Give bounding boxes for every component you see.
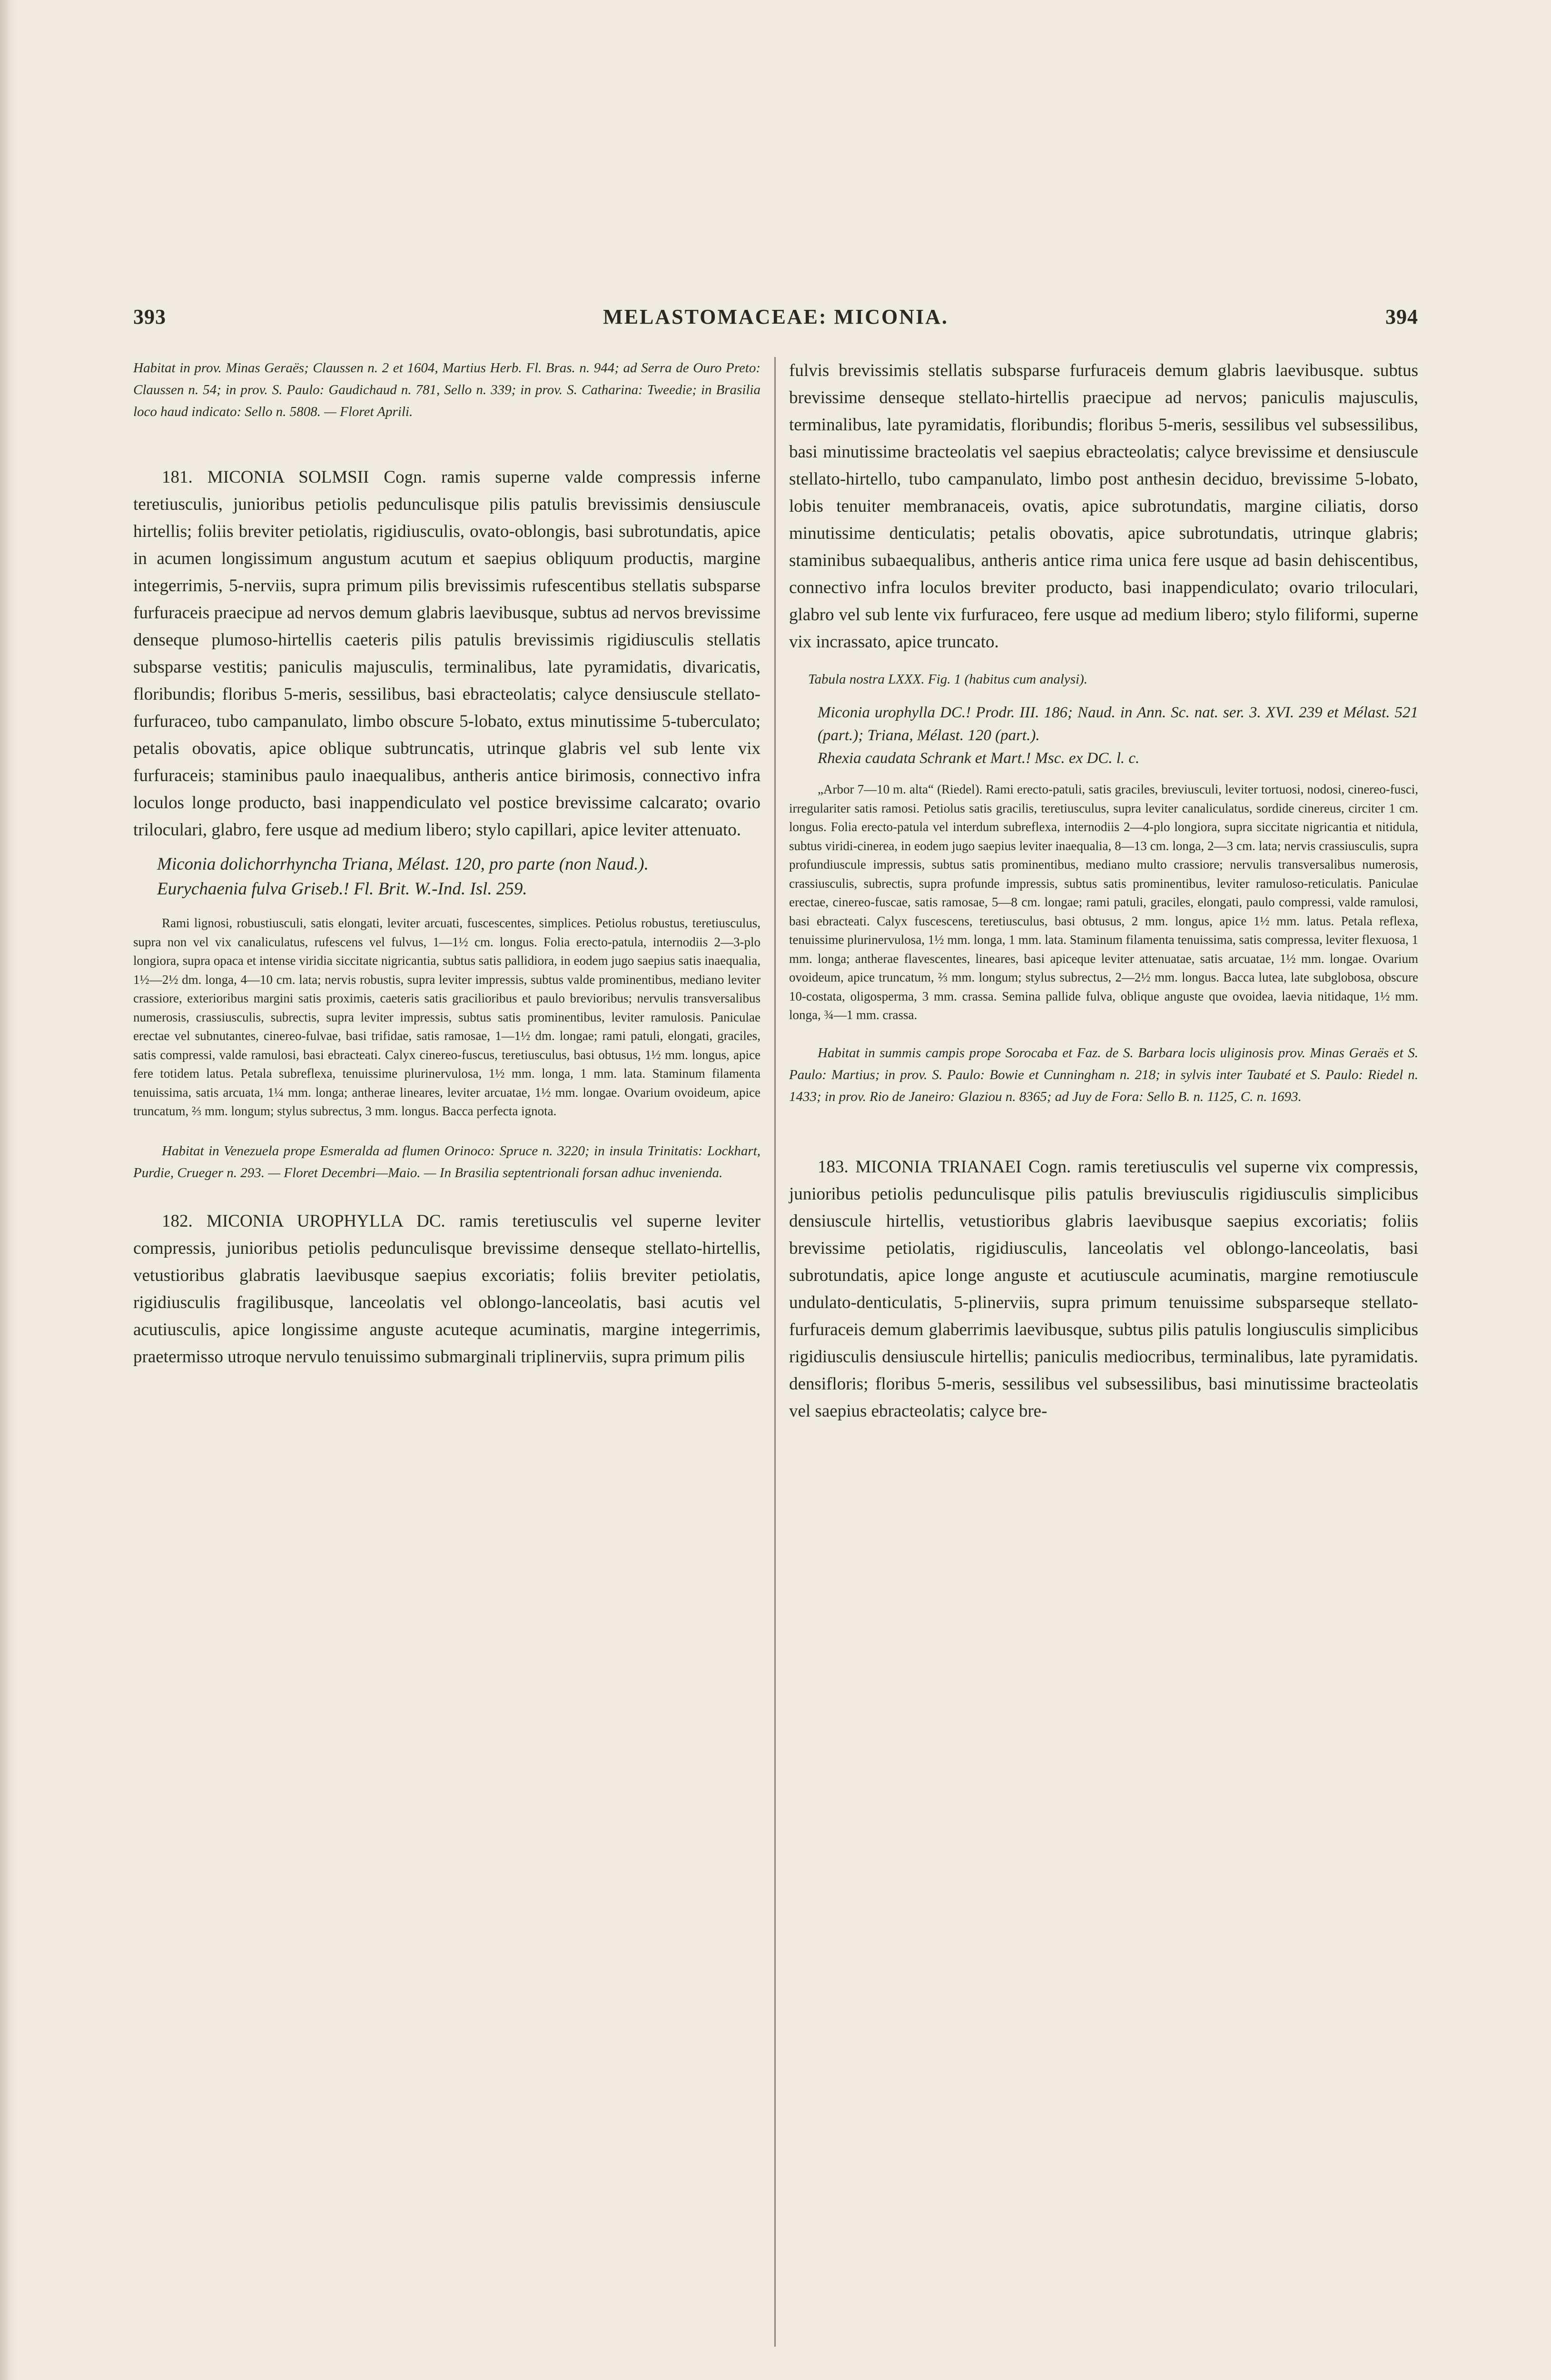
species-181-habitat: Habitat in Venezuela prope Esmeralda ad flumen Orinoco: Spruce n. 3220; in insula Trinitatis: Lockhart, Purdie, Crueger n. 293. — Floret Decembri—Maio. — In Brasilia septentrionali forsan adhuc invenienda. [133,1143,761,1180]
left-column [133,357,761,1370]
species-182-description-continued: fulvis brevissimis stellatis subsparse furfuraceis demum glabris laevibusque. subtus brevissime denseque stellato-hirtellis praecipue ad nervos; paniculis majusculis, terminalibus, late pyramidatis, floribundis; floribus 5-meris, sessilibus vel subsessilibus, basi minutissime bracteolatis vel saepius ebracteolatis; calyce brevissime et densiuscule stellato-hirtello, tubo campanulato, limbo post anthesin deciduo, brevissime 5-lobato, lobis tenuiter membranaceis, ovatis, apice subrotundatis, margine ciliatis, dorso minutissime denticulatis; petalis obovatis, apice subrotundatis, utrinque glabris; staminibus subaequalibus, antheris antice rima unica fere usque ad basin dehiscentibus, connectivo infra loculos breviter producto, basi inappendiculato; ovario triloculari, glabro vel sub lente vix furfuraceo, fere usque ad medium libero; stylo filiformi, superne vix incrassato, apice truncato. [789,361,1418,652]
page-number-left: 393 [133,305,166,328]
species-182-figure-reference: Tabula nostra LXXX. Fig. 1 (habitus cum analysi). [808,672,1087,687]
right-column [789,357,1418,1425]
species-182-habitat: Habitat in summis campis prope Sorocaba et Faz. de S. Barbara locis uliginosis prov. Minas Geraës et S. Paulo: Martius; in prov. S. Paulo: Bowie et Cunningham n. 218; in sylvis inter Taubaté et S. Paulo: Riedel n. 1433; in prov. Rio de Janeiro: Glaziou n. 8365; ad Juy de Fora: Sello B. n. 1125, C. n. 1693. [789,1045,1418,1104]
page-edge-shadow [0,0,18,2380]
species-183-description: 183. MICONIA TRIANAEI Cogn. ramis teretiusculis vel superne vix compressis, junioribus petiolis pedunculisque pilis patulis breviusculis rigidiusculis simplicibus densiuscule hirtellis, vetustioribus glabris laevibusque saepius excoriatis; foliis brevissime petiolatis, rigidiusculis, lanceolatis vel oblongo-lanceolatis, basi subrotundatis, apice longe anguste et acutiuscule acuminatis, margine remotiuscule undulato-denticulatis, 5-plinerviis, supra primum tenuissime subsparseque stellato-furfuraceis demum glaberrimis laevibusque, subtus pilis patulis longiusculis simplicibus rigidiusculis densiuscule hirtellis; paniculis mediocribus, terminalibus, late pyramidatis. densifloris; floribus 5-meris, sessilibus vel subsessilibus, basi minutissime bracteolatis vel saepius ebracteolatis; calyce bre- [789,1157,1418,1421]
column-divider [774,357,776,2347]
species-181-details: Rami lignosi, robustiusculi, satis elongati, leviter arcuati, fuscescentes, simplices. Petiolus robustus, teretiusculus, supra non vel vix canaliculatus, rufescens vel fulvus, 1—1½ cm. longus. Folia erecto-patula, internodiis 2—3-plo longiora, supra opaca et intense viridia siccitate nigricantia, subtus satis pallidiora, in eodem jugo saepius satis inaequalia, 1½—2½ dm. longa, 4—10 cm. lata; nervis robustis, supra leviter impressis, subtus valde prominentibus, mediano leviter crassiore, exterioribus margini satis proximis, caeteris satis gracilioribus et paulo brevioribus; nervulis transversalibus numerosis, crassiusculis, subrectis, supra leviter impressis, subtus satis prominentibus, leviter ramulosis. Paniculae erectae vel subnutantes, cinereo-fulvae, basi trifidae, satis ramosae, 1—1½ dm. longae; rami patuli, elongati, graciles, satis compressi, valde ramulosi, basi ebracteati. Calyx cinereo-fuscus, teretiusculus, basi obtusus, 1½ mm. longus, apice fere totidem latus. Petala subreflexa, tenuissime plurinervulosa, 1½ mm. longa, 1 mm. lata. Staminum filamenta tenuissima, satis arcuata, 1¼ mm. longa; antherae lineares, leviter arcuatae, 1½ mm. longae. Ovarium ovoideum, apice truncatum, ⅔ mm. longum; stylus subrectus, 3 mm. longus. Bacca perfecta ignota. [133,916,761,1118]
running-title: MELASTOMACEAE: MICONIA. [603,305,948,328]
species-182-description: 182. MICONIA UROPHYLLA DC. ramis teretiusculis vel superne leviter compressis, junioribus petiolis pedunculisque brevissime denseque stellato-hirtellis, vetustioribus glabratis laevibusque saepius excoriatis; foliis breviter petiolatis, rigidiusculis fragilibusque, lanceolatis vel oblongo-lanceolatis, basi acutis vel acutiusculis, apice longissime anguste acuteque acuminatis, margine integerrimis, praetermisso utroque nervulo tenuissimo submarginali triplinerviis, supra primum pilis [133,1211,761,1367]
species-182-synonym-1: Miconia urophylla DC.! Prodr. III. 186; Naud. in Ann. Sc. nat. ser. 3. XVI. 239 et Mélast. 521 (part.); Triana, Mélast. 120 (part.). [818,704,1418,744]
species-181-synonym-1: Miconia dolichorrhyncha Triana, Mélast. 120, pro parte (non Naud.). [157,854,649,874]
species-181-description: 181. MICONIA SOLMSII Cogn. ramis superne valde compressis inferne teretiusculis, junioribus petiolis pedunculisque pilis patulis brevissimis densiuscule hirtellis; foliis breviter petiolatis, rigidiusculis, ovato-oblongis, basi subrotundatis, apice in acumen longissimum angustum acutum et saepius obliquum productis, margine integerrimis, 5-nerviis, supra primum pilis brevissimis rufescentibus stellatis subsparse furfuraceis praecipue ad nervos demum glabris laevibusque, subtus ad nervos brevissime denseque plumoso-hirtellis caeteris pilis patulis brevissimis rigidiusculis stellatis subsparse vestitis; paniculis majusculis, terminalibus, late pyramidatis, divaricatis, floribundis; floribus 5-meris, sessilibus, basi ebracteolatis; calyce densiuscule stellato-furfuraceo, tubo campanulato, limbo obscure 5-lobato, extus minutissime 5-tuberculato; petalis obovatis, apice oblique subtruncatis, utrinque glabris vel sub lente vix furfuraceis; staminibus paulo inaequalibus, antheris antice birimosis, connectivo infra loculos longe producto, basi inappendiculato vel postice brevissime calcarato; ovario triloculari, glabro, fere usque ad medium libero; stylo capillari, apice leviter attenuato. [133,467,761,840]
book-page [133,305,1418,1421]
habitat-paragraph-top: Habitat in prov. Minas Geraës; Claussen n. 2 et 1604, Martius Herb. Fl. Bras. n. 944; ad Serra de Ouro Preto: Claussen n. 54; in prov. S. Paulo: Gaudichaud n. 781, Sello n. 339; in prov. S. Catharina: Tweedie; in Brasilia loco haud indicato: Sello n. 5808. — Floret Aprili. [133,360,761,419]
species-182-details: „Arbor 7—10 m. alta“ (Riedel). Rami erecto-patuli, satis graciles, breviusculi, leviter tortuosi, nodosi, cinereo-fusci, irregulariter satis ramosi. Petiolus satis gracilis, teretiusculus, supra leviter canaliculatus, sordide cinereus, circiter 1 cm. longus. Folia erecto-patula vel interdum subreflexa, internodiis 2—4-plo longiora, supra siccitate nigricantia et nitidula, subtus viridi-cinerea, in eodem jugo saepius leviter inaequalia, 8—13 cm. longa, 2—3 cm. lata; nervis crassiusculis, supra profundiuscule impressis, subtus satis prominentibus, mediano multo crassiore; nervulis transversalibus numerosis, crassiusculis, subrectis, supra profunde impressis, subtus satis prominentibus, leviter ramuloso-reticulatis. Paniculae erectae, cinereo-fuscae, satis ramosae, 5—8 cm. longae; rami patuli, graciles, elongati, paulo compressi, valde ramulosi, basi ebracteati. Calyx fuscescens, teretiusculus, basi obtusus, 2 mm. longus, apice 1½ mm. latus. Petala reflexa, tenuissime plurinervulosa, 1½ mm. longa, 1 mm. lata. Staminum filamenta tenuissima, satis compressa, leviter flexuosa, 1 mm. longa; antherae flavescentes, lineares, basi apiceque leviter attenuatae, satis arcuatae, 1½ mm. longae. Ovarium ovoideum, apice truncatum, ⅔ mm. longum; stylus subrectus, 2—2½ mm. longus. Bacca lutea, late subglobosa, obscure 10-costata, oligosperma, 3 mm. crassa. Semina pallide fulva, oblique anguste que ovoidea, laevia nitidaque, 1½ mm. longa, ¾—1 mm. crassa. [789,782,1418,1022]
species-182-synonym-2: Rhexia caudata Schrank et Mart.! Msc. ex DC. l. c. [818,750,1140,767]
running-header [133,305,1418,343]
page-number-right: 394 [1385,305,1418,328]
species-181-synonym-2: Eurychaenia fulva Griseb.! Fl. Brit. W.-Ind. Isl. 259. [157,879,527,899]
